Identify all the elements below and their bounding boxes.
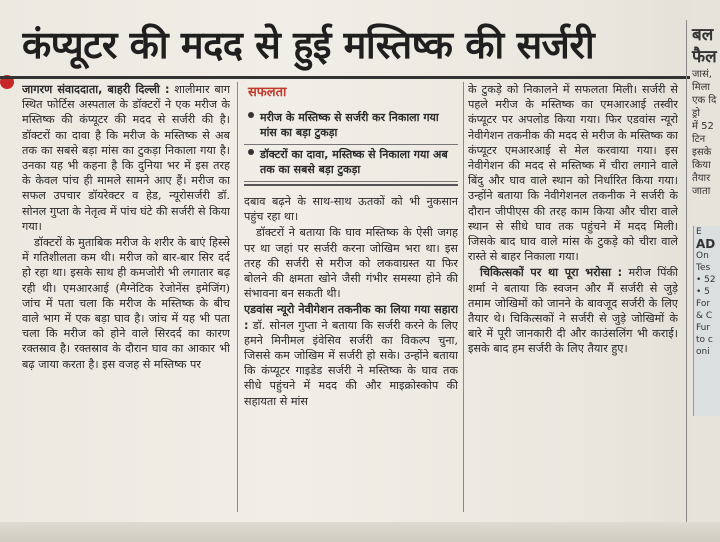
article-column-3 [468,82,678,512]
ad-line: AD [696,237,716,251]
ad-line: Tes [696,263,711,273]
highlights-rule [244,184,458,186]
subhead: एडवांस न्यूरो नेवीगेशन तकनीक का लिया गया सहारा : [244,303,458,332]
highlight-text: डॉक्टरों का दावा, मस्तिष्क से निकाला गया अब तक का सबसे बड़ा टुकड़ा [260,148,448,176]
article-paragraph [468,265,678,356]
column-divider [686,20,687,530]
bullet-icon [248,149,254,155]
column-divider [237,82,238,512]
highlight-text: मरीज के मस्तिष्क से सर्जरी कर निकाला गया मांस का बड़ा टुकड़ा [260,111,439,139]
ad-line: to c [696,335,713,345]
dateline: जागरण संवाददाता, बाहरी दिल्ली : [22,83,170,96]
bullet-icon [248,112,254,118]
highlights-box [244,84,458,186]
ad-line: For [696,299,711,309]
article-paragraph: डॉक्टरों ने बताया कि घाव मस्तिष्क के ऐसी जगह पर था जहां पर सर्जरी करना जोखिम भरा था। इस तरह की सर्जरी से मरीज को लकवाग्रस्त या फिर बोलने की क्षमता खोने जैसी गंभीर समस्या होने की संभावना बन सकती थी। [244,226,458,301]
adjacent-line: में 52 [692,121,714,132]
adjacent-line: ड्रो [692,108,700,119]
article-paragraph [22,82,230,234]
ad-line: • 52 [696,275,716,285]
page-bottom-edge [0,522,720,542]
paragraph-text: डॉ. सोनल गुप्ता ने बताया कि सर्जरी करने के लिए हमने मिनीमल इंवेसिव सर्जरी का विकल्प चुना, जिससे कम जोखिम में सर्जरी हो सके। उन्होंने बताया कि कंप्यूटर गाइडेड सर्जरी ने मस्तिष्क के घाव तक सीधे पहुंचने में मदद की और माइक्रोस्कोप की सहायता से मांस [244,318,458,408]
ad-line: Fur [696,323,711,333]
adjacent-line: किया [692,160,711,171]
adjacent-line: एक दि [692,95,717,106]
adjacent-line: जाता [692,186,711,197]
article-column-2 [244,82,458,512]
adjacent-line: तैयार [692,173,711,184]
ad-line: On [696,251,709,261]
highlights-title: सफलता [248,85,287,100]
article-paragraph: डॉक्टरों के मुताबिक मरीज के शरीर के बाएं हिस्से में गतिशीलता कम थी। मरीज को बार-बार सिर दर्द हो रहा था। इसके साथ ही कमजोरी भी लगातार बढ़ रही थी। एमआरआई (मैग्नेटिक रेजोनेंस इमेजिंग) जांच में पता चला कि मरीज के मस्तिष्क के बीच वाले भाग में एक बड़ा घाव है। जांच में यह भी पता चला कि मरीज को होने वाले सिरदर्द का कारण रक्तस्राव है। रक्तस्राव के दौरान घाव का आकार भी बढ़ जाया करता है। इस वजह से मस्तिष्क पर [22,236,230,371]
highlight-item [244,108,458,145]
adjacent-line: टिन [692,134,706,145]
highlight-item [244,145,458,182]
adjacent-line: इसके [692,147,712,158]
article-paragraph: के टुकड़े को निकालने में सफलता मिली। सर्जरी से पहले मरीज के मस्तिष्क का एमआरआई तस्वीर कंप्यूटर पर अपलोड किया गया। फिर एडवांस न्यूरो नेवीगेशन तकनीक की मदद से मरीज के मस्तिष्क का कंप्यूटर एमआरआई से मेल करवाया गया। इस नेवीगेशन की मदद से मस्तिष्क में चीरा लगाने वाले बिंदु और घाव वाले स्थान को निर्धारित किया गया। उन्होंने बताया कि नेवीगेशनल तकनीक ने सर्जरी के दौरान जीपीएस की तरह काम किया और चीरा वाले स्थान से सीधे घाव तक पहुंचने में मदद मिली। जिसके बाद घाव वाले मांस के टुकड़े को चीरा वाले रास्ते से बाहर निकाला गया। [468,83,678,264]
column-divider [463,82,464,512]
ad-line: oni [696,347,710,357]
subhead: चिकित्सकों पर था पूरा भरोसा : [480,266,623,280]
ad-line: • 5 [696,287,710,297]
adjacent-line: जासं, [692,69,712,80]
article-column-1 [22,82,230,512]
adjacent-headline: बल फैल [692,25,717,67]
paragraph-text: शालीमार बाग स्थित फोर्टिस अस्पताल के डॉक्टरों ने एक मरीज के मस्तिष्क की कंप्यूटर की मदद से सर्जरी की है। डॉक्टरों का दावा है कि मरीज के मस्तिष्क से अब तक का सबसे बड़ा मांस का टुकड़ा निकाला गया है। उनका यह भी कहना है कि दुनिया भर में इस तरह के केवल पांच ही मामले सामने आए हैं। मरीज का सफल उपचार डॉयरेक्टर व हेड, न्यूरोसर्जरी डॉ. सोनल गुप्ता के नेतृत्व में पांच घंटे की सर्जरी से किया गया। [22,83,230,233]
headline: कंप्यूटर की मदद से हुई मस्तिष्क की सर्जरी [22,23,595,67]
ad-line: & C [696,311,713,321]
article-paragraph: दबाव बढ़ने के साथ-साथ ऊतकों को भी नुकसान पहुंच रहा था। [244,195,458,224]
adjacent-ad-box [693,226,720,416]
article-paragraph [244,302,458,408]
ad-line: E [696,227,702,237]
adjacent-article-strip [690,0,720,542]
adjacent-line: मिला [692,82,710,93]
paragraph-text: मरीज पिंकी शर्मा ने बताया कि स्वजन और मैं सर्जरी से जुड़े तमाम जोखिमों को जानने के बावजूद सर्जरी के लिए तैयार थे। चिकित्सकों ने सर्जरी से जुड़े जोखिमों के बारे में पूरी जानकारी दी और काउंसलिंग भी कराई। इसके बाद हम सर्जरी के लिए तैयार हुए। [468,266,678,356]
headline-rule [0,76,690,79]
